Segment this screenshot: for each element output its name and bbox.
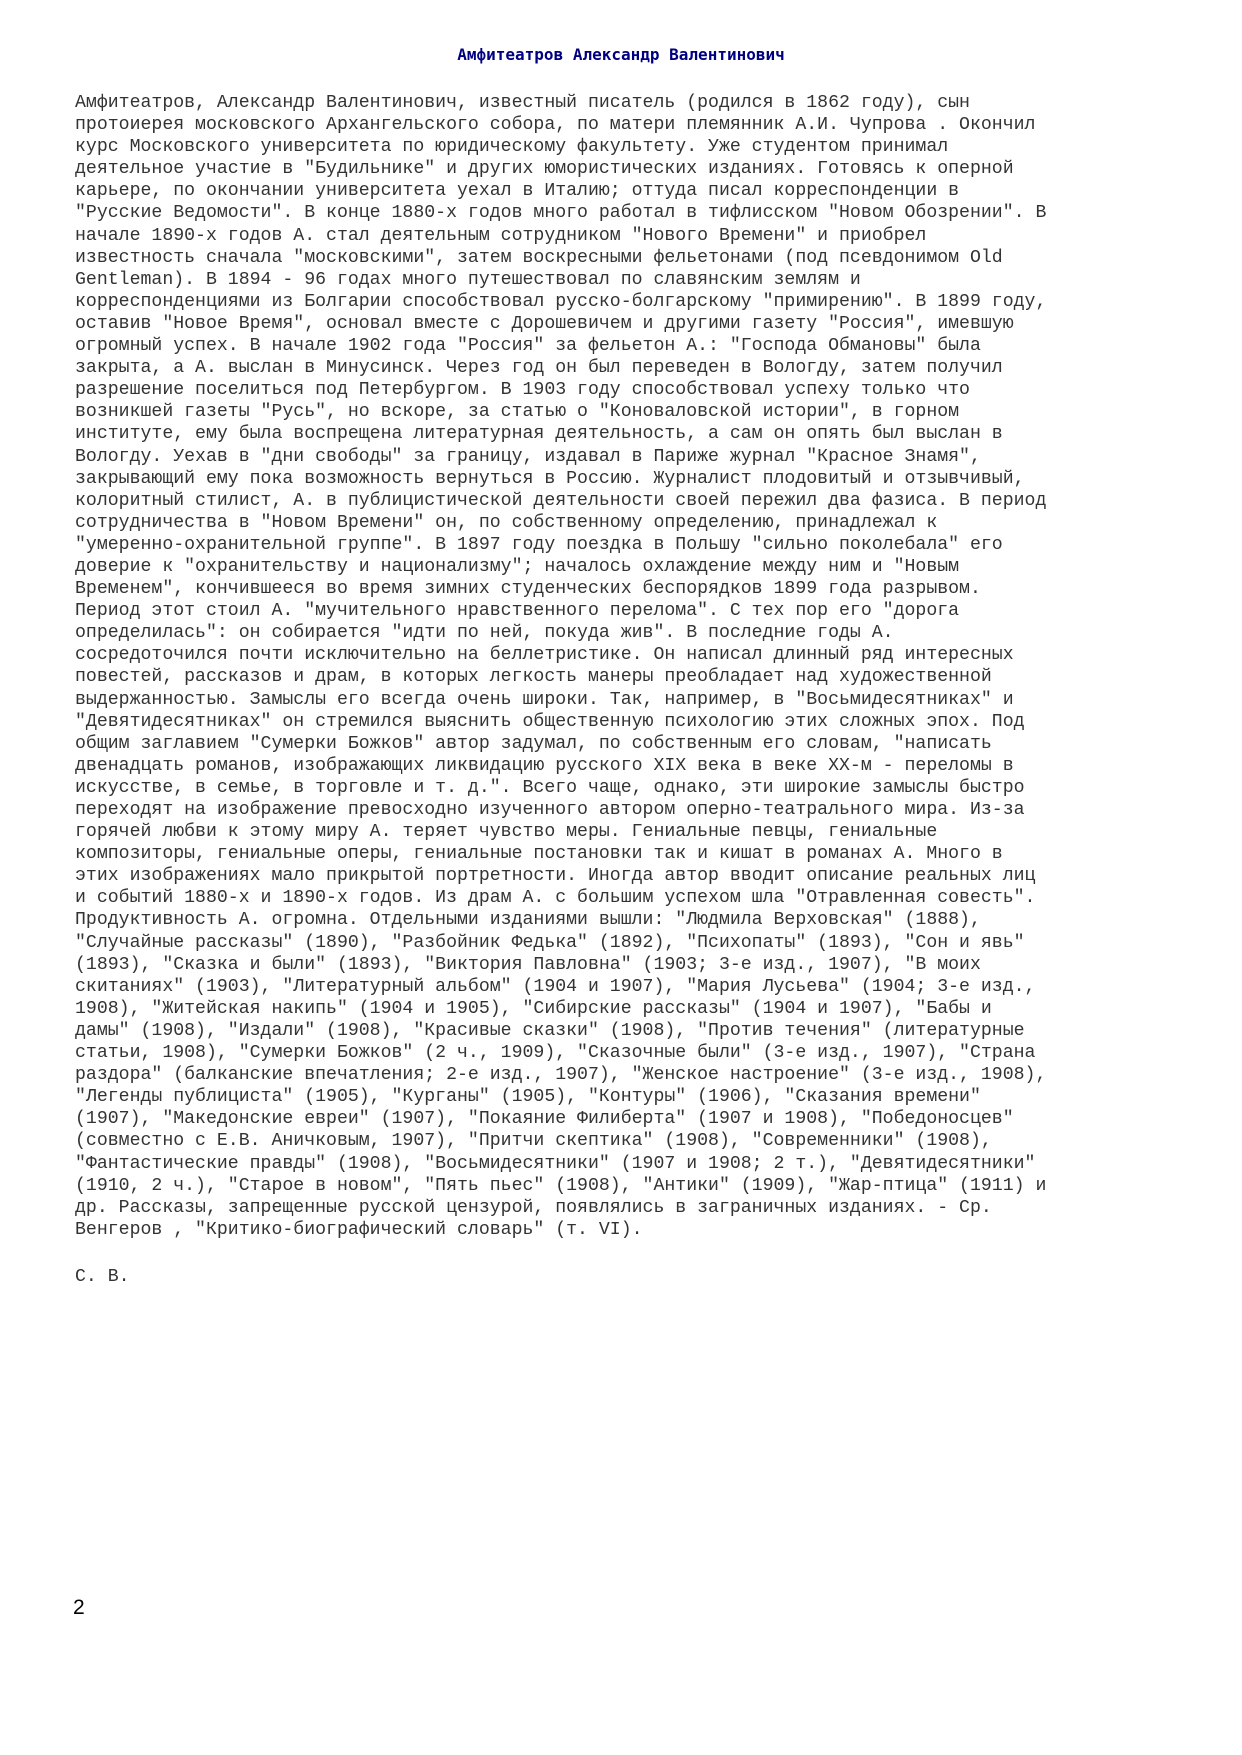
page-number: 2 xyxy=(73,1596,85,1619)
article-body: Амфитеатров, Александр Валентинович, известный писатель (родился в 1862 году), сын протоиерея московского Архангельского собора, по матери племянник А.И. Чупрова . Окончил курс Московского университета по юридическому факультету. Уже студентом принимал деятельное участие в "Будильнике" и других юмористических изданиях. Готовясь к оперной карьере, по окончании университета уехал в Италию; оттуда писал корреспонденции в "Русские Ведомости". В конце 1880-х годов много работал в тифлисском "Новом Обозрении". В начале 1890-х годов А. стал деятельным сотрудником "Нового Времени" и приобрел известность сначала "московскими", затем воскресными фельетонами (под псевдонимом Old Gentleman). В 1894 - 96 годах много путешествовал по славянским землям и корреспонденциями из Болгарии способствовал русско-болгарскому "примирению". В 1899 году, оставив "Новое Время", основал вместе с Дорошевичем и другими газету "Россия", имевшую огромный успех. В начале 1902 года "Россия" за фельетон А.: "Господа Обмановы" была закрыта, а А. выслан в Минусинск. Через год он был переведен в Вологду, затем получил разрешение поселиться под Петербургом. В 1903 году способствовал успеху только что возникшей газеты "Русь", но вскоре, за статью о "Коноваловской истории", в горном институте, ему была воспрещена литературная деятельность, а сам он опять был выслан в Вологду. Уехав в "дни свободы" за границу, издавал в Париже журнал "Красное Знамя", закрывающий ему пока возможность вернуться в Россию. Журналист плодовитый и отзывчивый, колоритный стилист, А. в публицистической деятельности своей пережил два фазиса. В период сотрудничества в "Новом Времени" он, по собственному определению, принадлежал к "умеренно-охранительной группе". В 1897 году поездка в Польшу "сильно поколебала" его доверие к "охранительству и национализму"; началось охлаждение между ним и "Новым Временем", кончившееся во время зимних студенческих беспорядков 1899 года разрывом. Период этот стоил А. "мучительного нравственного перелома". С тех пор его "дорога определилась": он собирается "идти по ней, покуда жив". В последние годы А. сосредоточился почти исключительно на беллетристике. Он написал длинный ряд интересных повестей, рассказов и драм, в которых легкость манеры преобладает над художественной выдержанностью. Замыслы его всегда очень широки. Так, например, в "Восьмидесятниках" и "Девятидесятниках" он стремился выяснить общественную психологию этих сложных эпох. Под общим заглавием "Сумерки Божков" автор задумал, по собственным его словам, "написать двенадцать романов, изображающих ликвидацию русского XIX века в веке XX-м - переломы в искусстве, в семье, в торговле и т. д.". Всего чаще, однако, эти широкие замыслы быстро переходят на изображение превосходно изученного автором оперно-театрального мира. Из-за горячей любви к этому миру А. теряет чувство меры. Гениальные певцы, гениальные композиторы, гениальные оперы, гениальные постановки так и кишат в романах А. Много в этих изображениях мало прикрытой портретности. Иногда автор вводит описание реальных лиц и событий 1880-х и 1890-х годов. Из драм А. с большим успехом шла "Отравленная совесть". Продуктивность А. огромна. Отдельными изданиями вышли: "Людмила Верховская" (1888), "Случайные рассказы" (1890), "Разбойник Федька" (1892), "Психопаты" (1893), "Сон и явь" (1893), "Сказка и были" (1893), "Виктория Павловна" (1903; 3-е изд., 1907), "В моих скитаниях" (1903), "Литературный альбом" (1904 и 1907), "Мария Лусьева" (1904; 3-е изд., 1908), "Житейская накипь" (1904 и 1905), "Сибирские рассказы" (1904 и 1907), "Бабы и дамы" (1908), "Издали" (1908), "Красивые сказки" (1908), "Против течения" (литературные статьи, 1908), "Сумерки Божков" (2 ч., 1909), "Сказочные были" (3-е изд., 1907), "Страна раздора" (балканские впечатления; 2-е изд., 1907), "Женское настроение" (3-е изд., 1908), "Легенды публициста" (1905), "Курганы" (1905), "Контуры" (1906), "Сказания времени" (1907), "Македонские евреи" (1907), "Покаяние Филиберта" (1907 и 1908), "Победоносцев" (совместно с Е.В. Аничковым, 1907), "Притчи скептика" (1908), "Современники" (1908), "Фантастические правды" (1908), "Восьмидесятники" (1907 и 1908; 2 т.), "Девятидесятники" (1910, 2 ч.), "Старое в новом", "Пять пьес" (1908), "Антики" (1909), "Жар-птица" (1911) и др. Рассказы, запрещенные русской цензурой, появлялись в заграничных изданиях. - Ср. Венгеров , "Критико-биографический словарь" (т. VI). xyxy=(75,93,1047,1240)
article-title: Амфитеатров Александр Валентинович xyxy=(457,45,785,64)
author-signature: С. В. xyxy=(75,1267,130,1287)
